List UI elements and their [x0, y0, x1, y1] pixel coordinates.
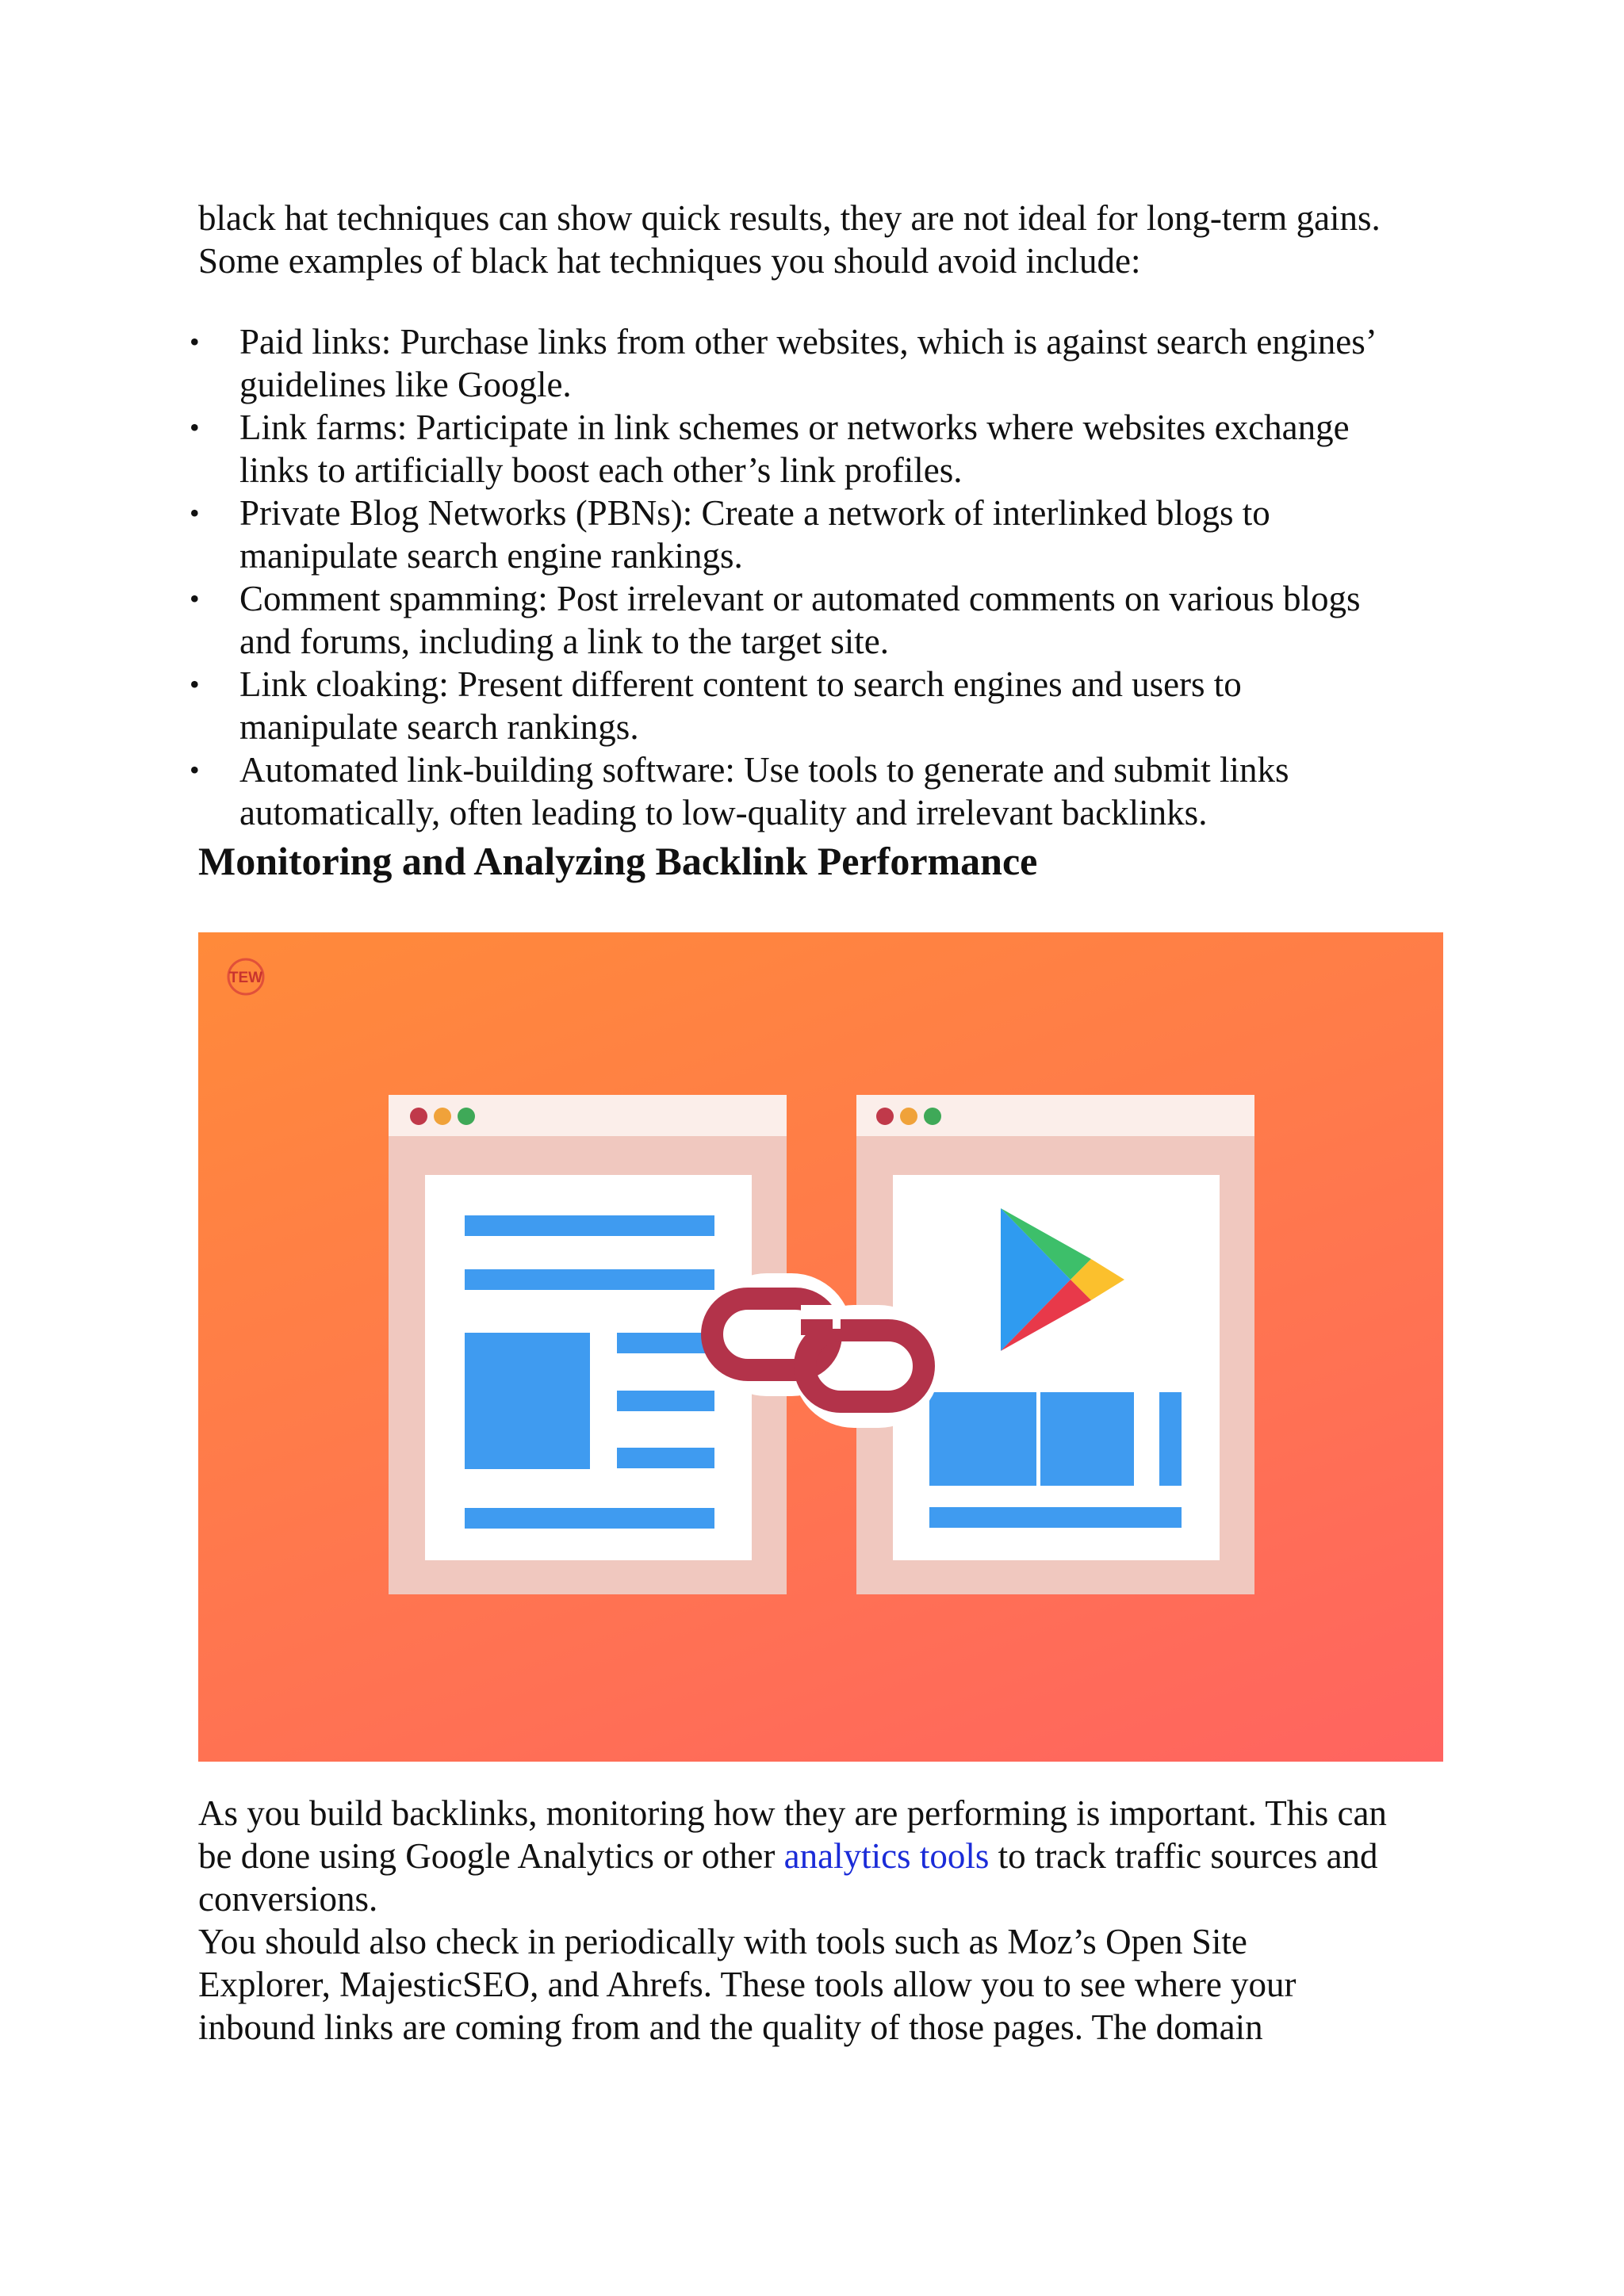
- list-item: • Comment spamming: Post irrelevant or automated comments on various blogs and forums, including a link to the target site.: [190, 579, 1361, 661]
- intro-line-2: Some examples of black hat techniques you should avoid include:: [198, 241, 1141, 281]
- bullet-icon: •: [190, 583, 200, 614]
- backlink-illustration: [198, 932, 1443, 1762]
- analytics-tools-link[interactable]: analytics tools: [783, 1836, 990, 1876]
- list-item: • Link farms: Participate in link schemes or networks where websites exchange links to artificially boost each other’s link profiles.: [190, 408, 1350, 490]
- list-item: • Private Blog Networks (PBNs): Create a network of interlinked blogs to manipulate search engine rankings.: [190, 493, 1270, 576]
- intro-paragraph: [198, 197, 1443, 282]
- document-page: [190, 197, 1443, 2049]
- logo-text: TEW: [228, 970, 263, 986]
- bullet-icon: •: [190, 411, 200, 443]
- hero-illustration: [198, 932, 1443, 1762]
- black-hat-list: [190, 320, 1443, 834]
- bullet-icon: •: [190, 326, 200, 358]
- bullet-icon: •: [190, 497, 200, 529]
- tools-paragraph: You should also check in periodically with tools such as Moz’s Open Site Explorer, MajesticSEO, and Ahrefs. These tools allow you to see where your inbound links are coming from and the quality of those pages. The domain: [198, 1922, 1297, 2047]
- list-item: • Link cloaking: Present different content to search engines and users to manipulate search rankings.: [190, 664, 1242, 747]
- intro-line-1: black hat techniques can show quick results, they are not ideal for long-term gains.: [198, 198, 1381, 238]
- bullet-icon: •: [190, 668, 200, 700]
- list-item: • Automated link-building software: Use tools to generate and submit links automatically, often leading to low-quality and irrelevant backlinks.: [190, 750, 1289, 832]
- analytics-paragraph: As you build backlinks, monitoring how they are performing is important. This can be done using Google Analytics or other analytics tools to track traffic sources and conversions.: [198, 1793, 1387, 1919]
- bullet-icon: •: [190, 754, 200, 786]
- section-heading: Monitoring and Analyzing Backlink Performance: [198, 839, 1038, 883]
- tew-logo: [228, 959, 263, 994]
- list-item: • Paid links: Purchase links from other websites, which is against search engines’ guidelines like Google.: [190, 322, 1377, 404]
